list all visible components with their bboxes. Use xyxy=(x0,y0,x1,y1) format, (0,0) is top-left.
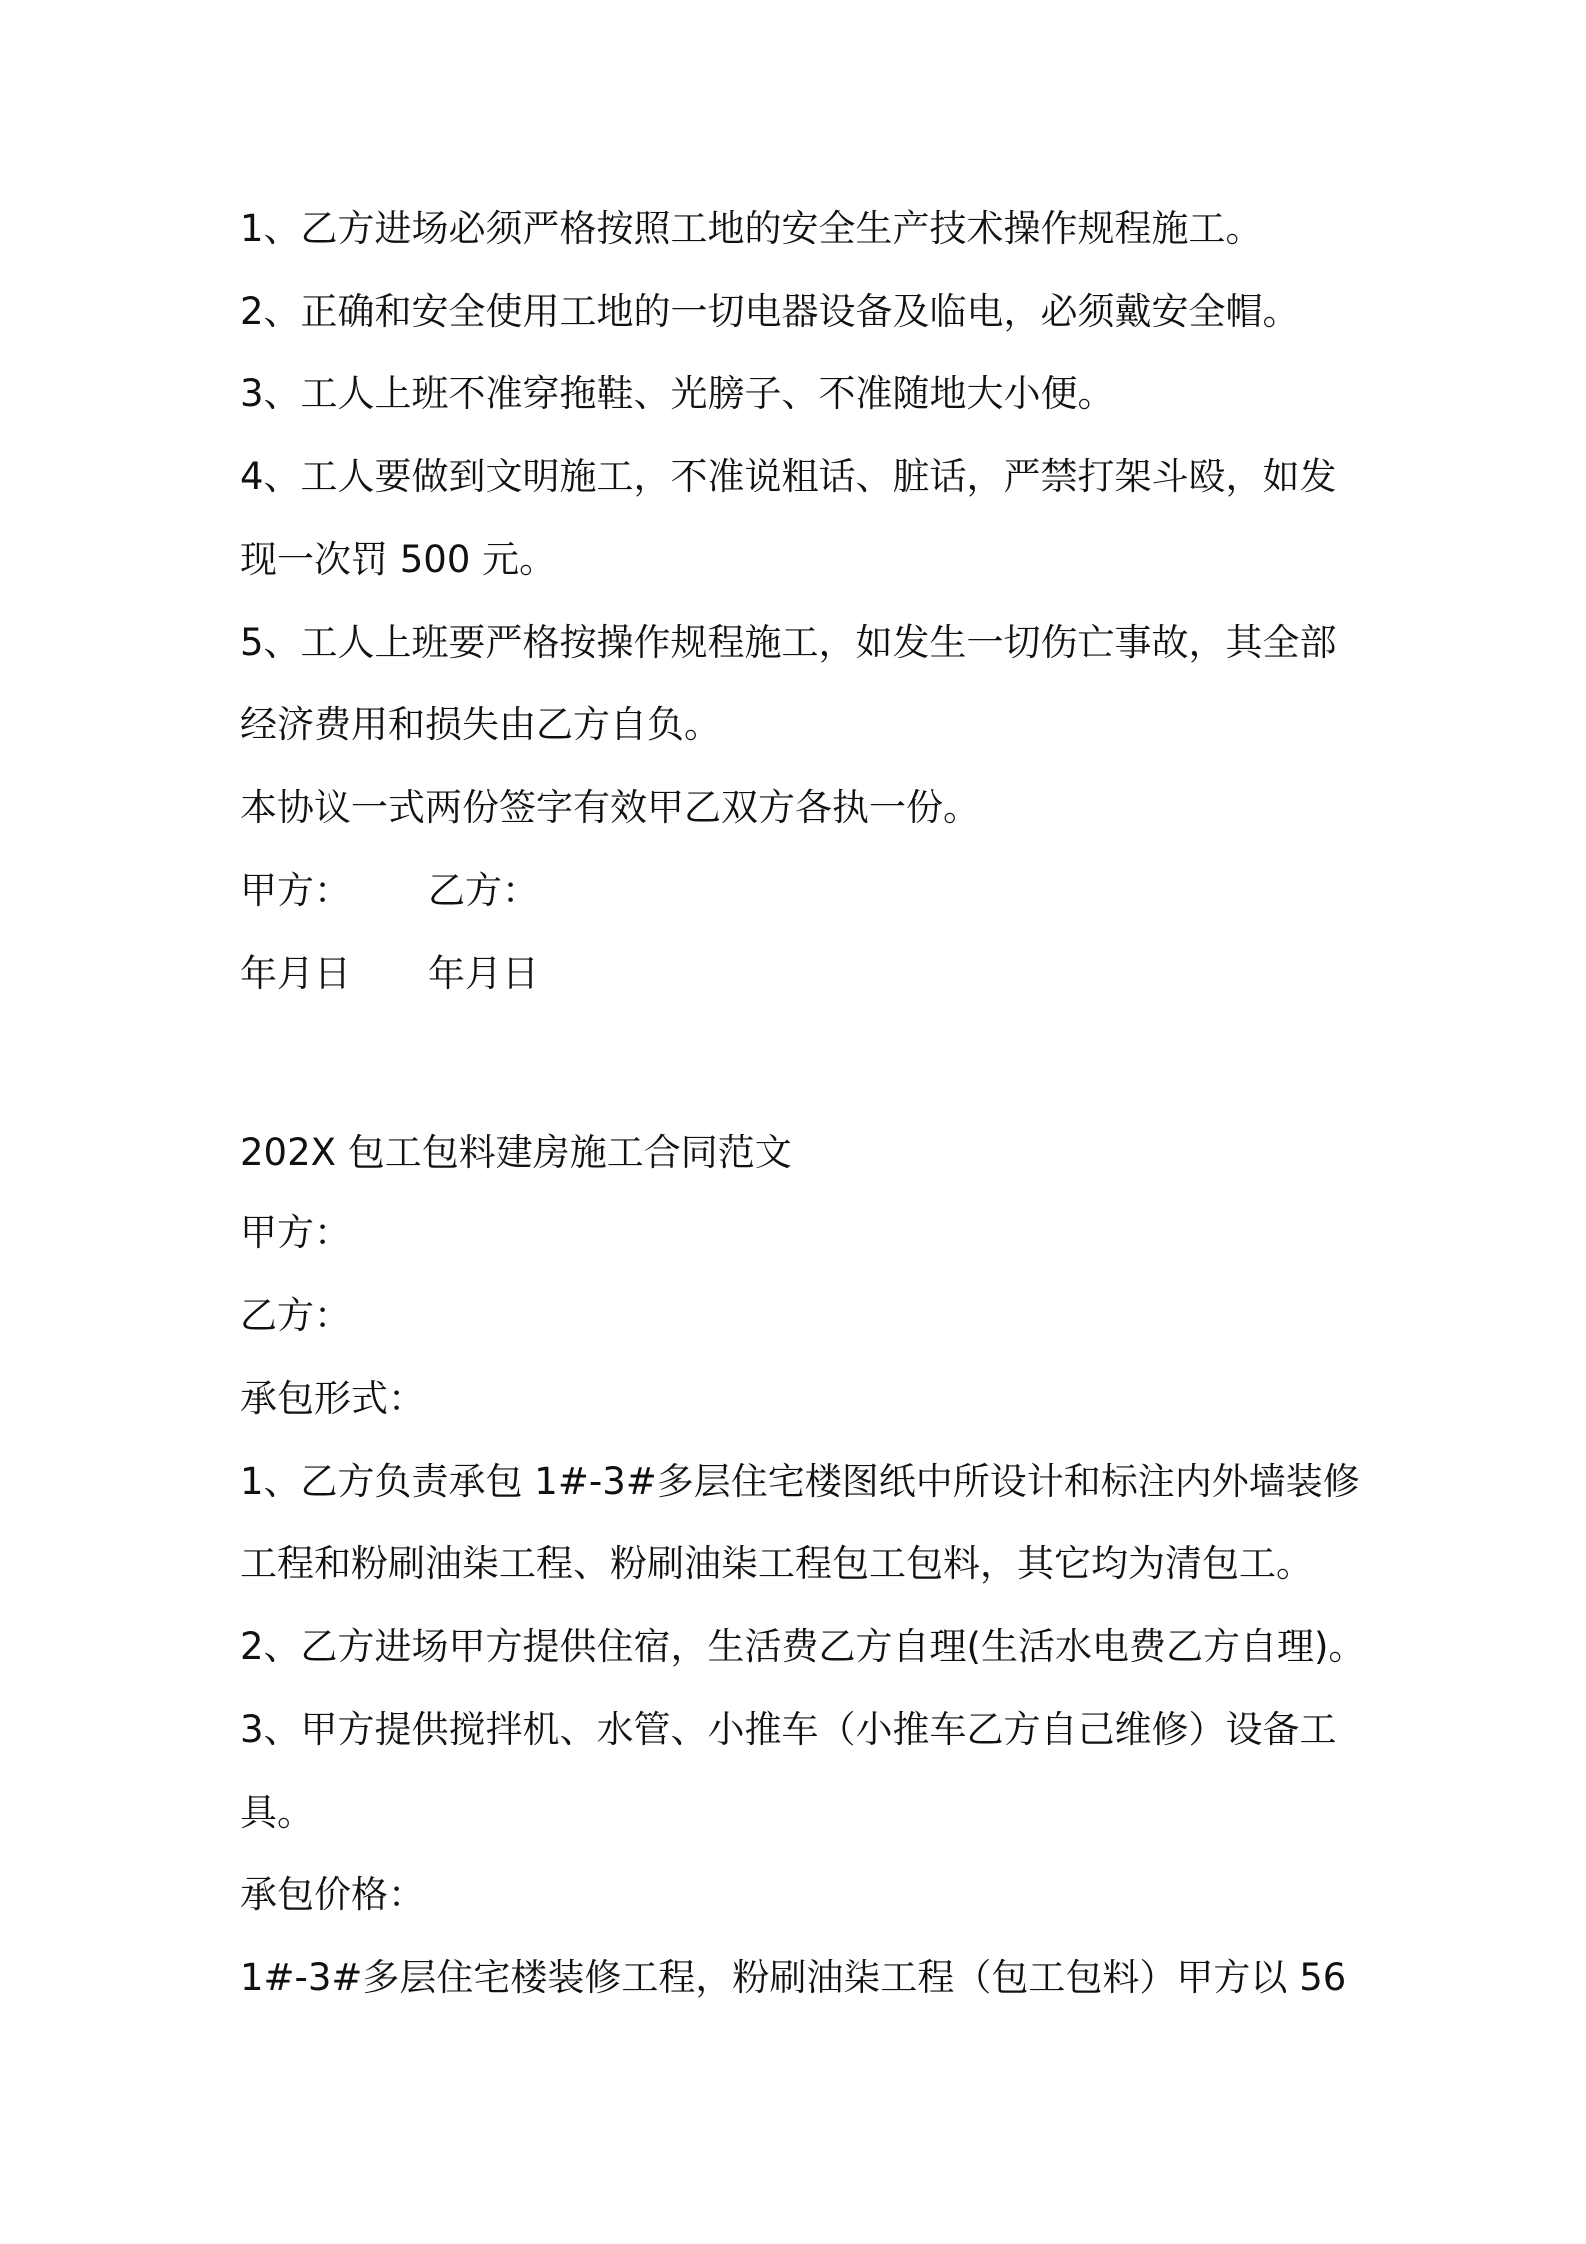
party-b-field: 乙方： xyxy=(240,1294,351,1337)
party-b-date: 年月日 xyxy=(428,952,539,995)
rule-item-3: 3、工人上班不准穿拖鞋、光膀子、不准随地大小便。 xyxy=(240,372,1115,415)
party-a-date: 年月日 xyxy=(240,952,351,995)
rule-item-5-cont: 经济费用和损失由乙方自负。 xyxy=(240,703,721,746)
rule-item-4-cont: 现一次罚 500 元。 xyxy=(240,538,557,581)
rule-item-2: 2、正确和安全使用工地的一切电器设备及临电，必须戴安全帽。 xyxy=(240,290,1300,333)
signature-row xyxy=(240,867,539,915)
contract-title: 202X 包工包料建房施工合同范文 xyxy=(240,1131,792,1174)
form-item-1-cont: 工程和粉刷油柒工程、粉刷油柒工程包工包料，其它均为清包工。 xyxy=(240,1542,1313,1585)
form-item-1: 1、乙方负责承包 1#-3#多层住宅楼图纸中所设计和标注内外墙装修 xyxy=(240,1460,1360,1503)
contract-price-heading: 承包价格： xyxy=(240,1873,425,1916)
contract-form-heading: 承包形式： xyxy=(240,1377,425,1420)
rule-item-1: 1、乙方进场必须严格按照工地的安全生产技术操作规程施工。 xyxy=(240,207,1263,250)
rule-item-4: 4、工人要做到文明施工，不准说粗话、脏话，严禁打架斗殴，如发 xyxy=(240,455,1337,498)
form-item-2: 2、乙方进场甲方提供住宿，生活费乙方自理(生活水电费乙方自理)。 xyxy=(240,1625,1366,1668)
date-row xyxy=(240,950,539,998)
party-b-signature-label: 乙方： xyxy=(428,869,539,912)
price-text: 1#-3#多层住宅楼装修工程，粉刷油柒工程（包工包料）甲方以 56 xyxy=(240,1956,1347,1999)
party-a-field: 甲方： xyxy=(240,1211,351,1254)
closing-statement: 本协议一式两份签字有效甲乙双方各执一份。 xyxy=(240,786,980,829)
party-a-signature-label: 甲方： xyxy=(240,869,351,912)
form-item-3-cont: 具。 xyxy=(240,1791,314,1834)
rule-item-5: 5、工人上班要严格按操作规程施工，如发生一切伤亡事故，其全部 xyxy=(240,621,1337,664)
form-item-3: 3、甲方提供搅拌机、水管、小推车（小推车乙方自己维修）设备工 xyxy=(240,1708,1337,1751)
